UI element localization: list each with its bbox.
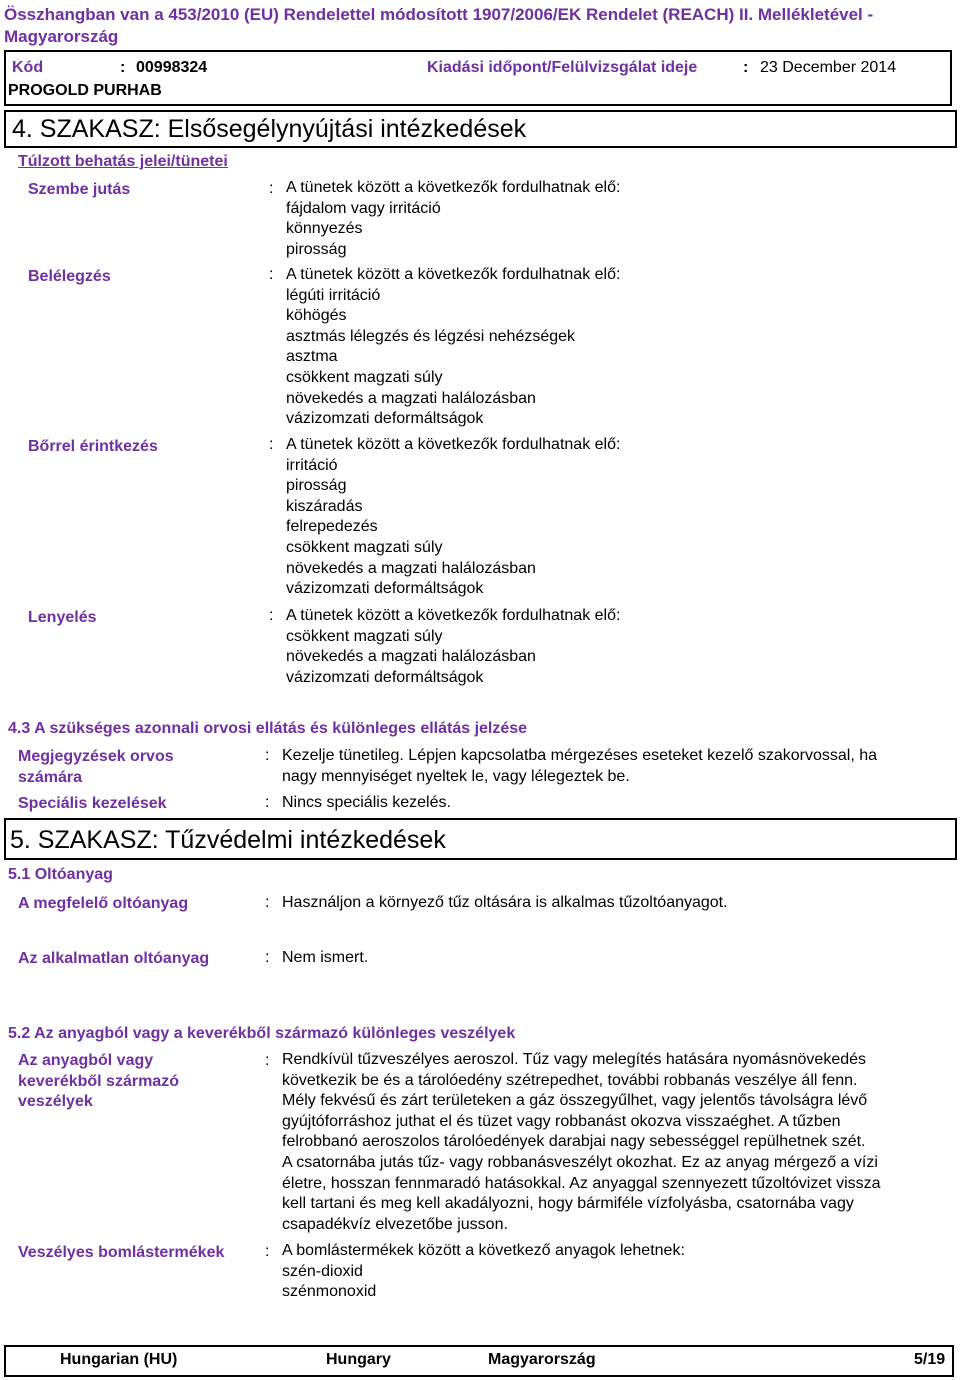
symptom-line: fájdalom vagy irritáció: [286, 199, 441, 217]
route-symptoms-eye: [286, 178, 620, 260]
doctor-notes-value: [282, 746, 877, 787]
doctor-notes-label-line-1: Megjegyzések orvos: [18, 748, 174, 765]
section-4-title: 4. SZAKASZ: Elsősegélynyújtási intézkedések: [12, 115, 527, 143]
section-5-header: [4, 818, 957, 860]
date-colon: :: [743, 59, 749, 76]
symptom-line: köhögés: [286, 307, 347, 325]
hazard-line: kell tartani és meg kell akadályozni, hogy bármiféle vízfolyásba, csatornába vagy: [282, 1195, 854, 1213]
special-treatment-value: Nincs speciális kezelés.: [282, 794, 451, 811]
route-symptoms-skin: [286, 435, 620, 600]
suitable-media-label: A megfelelő oltóanyag: [18, 895, 189, 912]
symptoms-heading: Túlzott behatás jelei/tünetei: [18, 153, 228, 170]
section-4-header: [4, 110, 957, 148]
symptom-line: A tünetek között a következők fordulhatnak elő:: [286, 179, 621, 196]
symptom-line: A tünetek között a következők fordulhatnak elő:: [286, 436, 621, 453]
footer-country: Hungary: [326, 1351, 391, 1368]
specific-hazards-colon: :: [265, 1052, 270, 1069]
symptom-line: növekedés a magzati halálozásban: [286, 648, 536, 666]
symptom-line: légúti irritáció: [286, 286, 381, 304]
route-label-skin: Bőrrel érintkezés: [28, 438, 158, 455]
specific-hazards-label: [18, 1051, 179, 1113]
doctor-notes-label: [18, 746, 174, 788]
symptom-line: pirosság: [286, 240, 347, 258]
unsuitable-media-value: Nem ismert.: [282, 949, 369, 966]
hazard-line: A csatornába jutás tűz- vagy robbanásveszélyt okozhat. Ez az anyag mérgező a vízi: [282, 1153, 878, 1171]
suitable-media-value: Használjon a környező tűz oltására is alkalmas tűzoltóanyagot.: [282, 894, 728, 911]
subsection-4-3-title: 4.3 A szükséges azonnali orvosi ellátás és különleges ellátás jelzése: [8, 720, 528, 737]
code-label: Kód: [12, 59, 44, 76]
decomposition-line: szénmonoxid: [282, 1283, 377, 1301]
unsuitable-media-colon: :: [265, 949, 270, 966]
decomposition-line: A bomlástermékek között a következő anyagok lehetnek:: [282, 1242, 685, 1259]
symptom-line: pirosság: [286, 477, 347, 495]
hazard-line: Mély fekvésű és zárt területeken a gáz összegyűlhet, vagy jelentős távolságra lévő: [282, 1092, 868, 1110]
special-treatment-colon: :: [265, 794, 270, 811]
symptom-line: asztmás lélegzés és légzési nehézségek: [286, 327, 576, 345]
special-treatment-label: Speciális kezelések: [18, 795, 167, 812]
subsection-5-1-title: 5.1 Oltóanyag: [8, 866, 113, 883]
regulation-title-line-2: Magyarország: [4, 27, 119, 46]
decomposition-value: [282, 1241, 685, 1303]
hazard-line: csapadékvíz elvezetőbe jusson.: [282, 1215, 508, 1233]
symptom-line: csökkent magzati súly: [286, 627, 443, 645]
route-colon-inhalation: :: [269, 266, 274, 283]
decomposition-label: Veszélyes bomlástermékek: [18, 1244, 225, 1261]
specific-hazards-label-line: keverékből származó: [18, 1072, 179, 1090]
code-value: 00998324: [136, 59, 208, 76]
doctor-notes-colon: :: [265, 747, 270, 764]
symptom-line: vázizomzati deformáltságok: [286, 580, 484, 598]
date-value: 23 December 2014: [760, 59, 897, 76]
regulation-title-line-1: Összhangban van a 453/2010 (EU) Rendelettel módosított 1907/2006/EK Rendelet (REACH) II. Mellékletével -: [4, 5, 874, 24]
route-colon-ingestion: :: [269, 607, 274, 624]
symptom-line: kiszáradás: [286, 497, 363, 515]
hazard-line: felrobbanó aeroszolos tárolóedények darabjai nagy sebességgel repülhetnek szét.: [282, 1133, 866, 1151]
route-symptoms-inhalation: [286, 265, 620, 430]
symptom-line: A tünetek között a következők fordulhatnak elő:: [286, 266, 621, 283]
doctor-notes-line: Kezelje tünetileg. Lépjen kapcsolatba mérgezéses eseteket kezelő szakorvossal, ha: [282, 747, 878, 764]
symptom-line: A tünetek között a következők fordulhatnak elő:: [286, 607, 621, 624]
specific-hazards-label-line: Az anyagból vagy: [18, 1052, 154, 1069]
footer-page-number: 5/19: [914, 1351, 946, 1368]
route-label-ingestion: Lenyelés: [28, 609, 97, 626]
footer-country-local: Magyarország: [488, 1351, 596, 1368]
symptom-line: csökkent magzati súly: [286, 538, 443, 556]
route-colon-skin: :: [269, 436, 274, 453]
route-label-eye: Szembe jutás: [28, 181, 131, 198]
specific-hazards-value: [282, 1050, 881, 1235]
symptom-line: felrepedezés: [286, 518, 378, 536]
hazard-line: Rendkívül tűzveszélyes aeroszol. Tűz vagy melegítés hatására nyomásnövekedés: [282, 1051, 867, 1068]
symptom-line: irritáció: [286, 456, 338, 474]
symptom-line: csökkent magzati súly: [286, 368, 443, 386]
footer-language: Hungarian (HU): [60, 1351, 178, 1368]
symptom-line: asztma: [286, 348, 338, 366]
symptom-line: könnyezés: [286, 220, 363, 238]
route-colon-eye: :: [269, 180, 274, 197]
hazard-line: következik be és a tárolóedény szétrepedhet, további robbanás veszélye áll fenn.: [282, 1071, 858, 1089]
product-name: PROGOLD PURHAB: [8, 82, 162, 99]
symptom-line: növekedés a magzati halálozásban: [286, 389, 536, 407]
document-regulation-title: [4, 4, 944, 48]
hazard-line: életre, hosszan fennmaradó hatásokkal. Az anyaggal szennyezett tűzoltóvizet vissza: [282, 1174, 881, 1192]
doctor-notes-label-line-2: számára: [18, 769, 83, 786]
symptom-line: vázizomzati deformáltságok: [286, 668, 484, 686]
route-label-inhalation: Belélegzés: [28, 268, 111, 285]
hazard-line: gyújtóforráshoz juthat el és tüzet vagy robbanást okozva visszaéghet. A tűzben: [282, 1112, 841, 1130]
symptom-line: növekedés a magzati halálozásban: [286, 559, 536, 577]
doctor-notes-line: nagy mennyiséget nyeltek le, vagy lélegeztek be.: [282, 767, 630, 785]
section-5-title: 5. SZAKASZ: Tűzvédelmi intézkedések: [10, 826, 446, 854]
subsection-5-2-title: 5.2 Az anyagból vagy a keverékből származó különleges veszélyek: [8, 1025, 516, 1042]
suitable-media-colon: :: [265, 894, 270, 911]
date-label: Kiadási időpont/Felülvizsgálat ideje: [427, 59, 698, 76]
unsuitable-media-label: Az alkalmatlan oltóanyag: [18, 950, 210, 967]
route-symptoms-ingestion: [286, 606, 620, 688]
decomposition-colon: :: [265, 1243, 270, 1260]
symptom-line: vázizomzati deformáltságok: [286, 410, 484, 428]
code-colon: :: [120, 59, 126, 76]
decomposition-line: szén-dioxid: [282, 1262, 363, 1280]
specific-hazards-label-line: veszélyek: [18, 1093, 93, 1111]
